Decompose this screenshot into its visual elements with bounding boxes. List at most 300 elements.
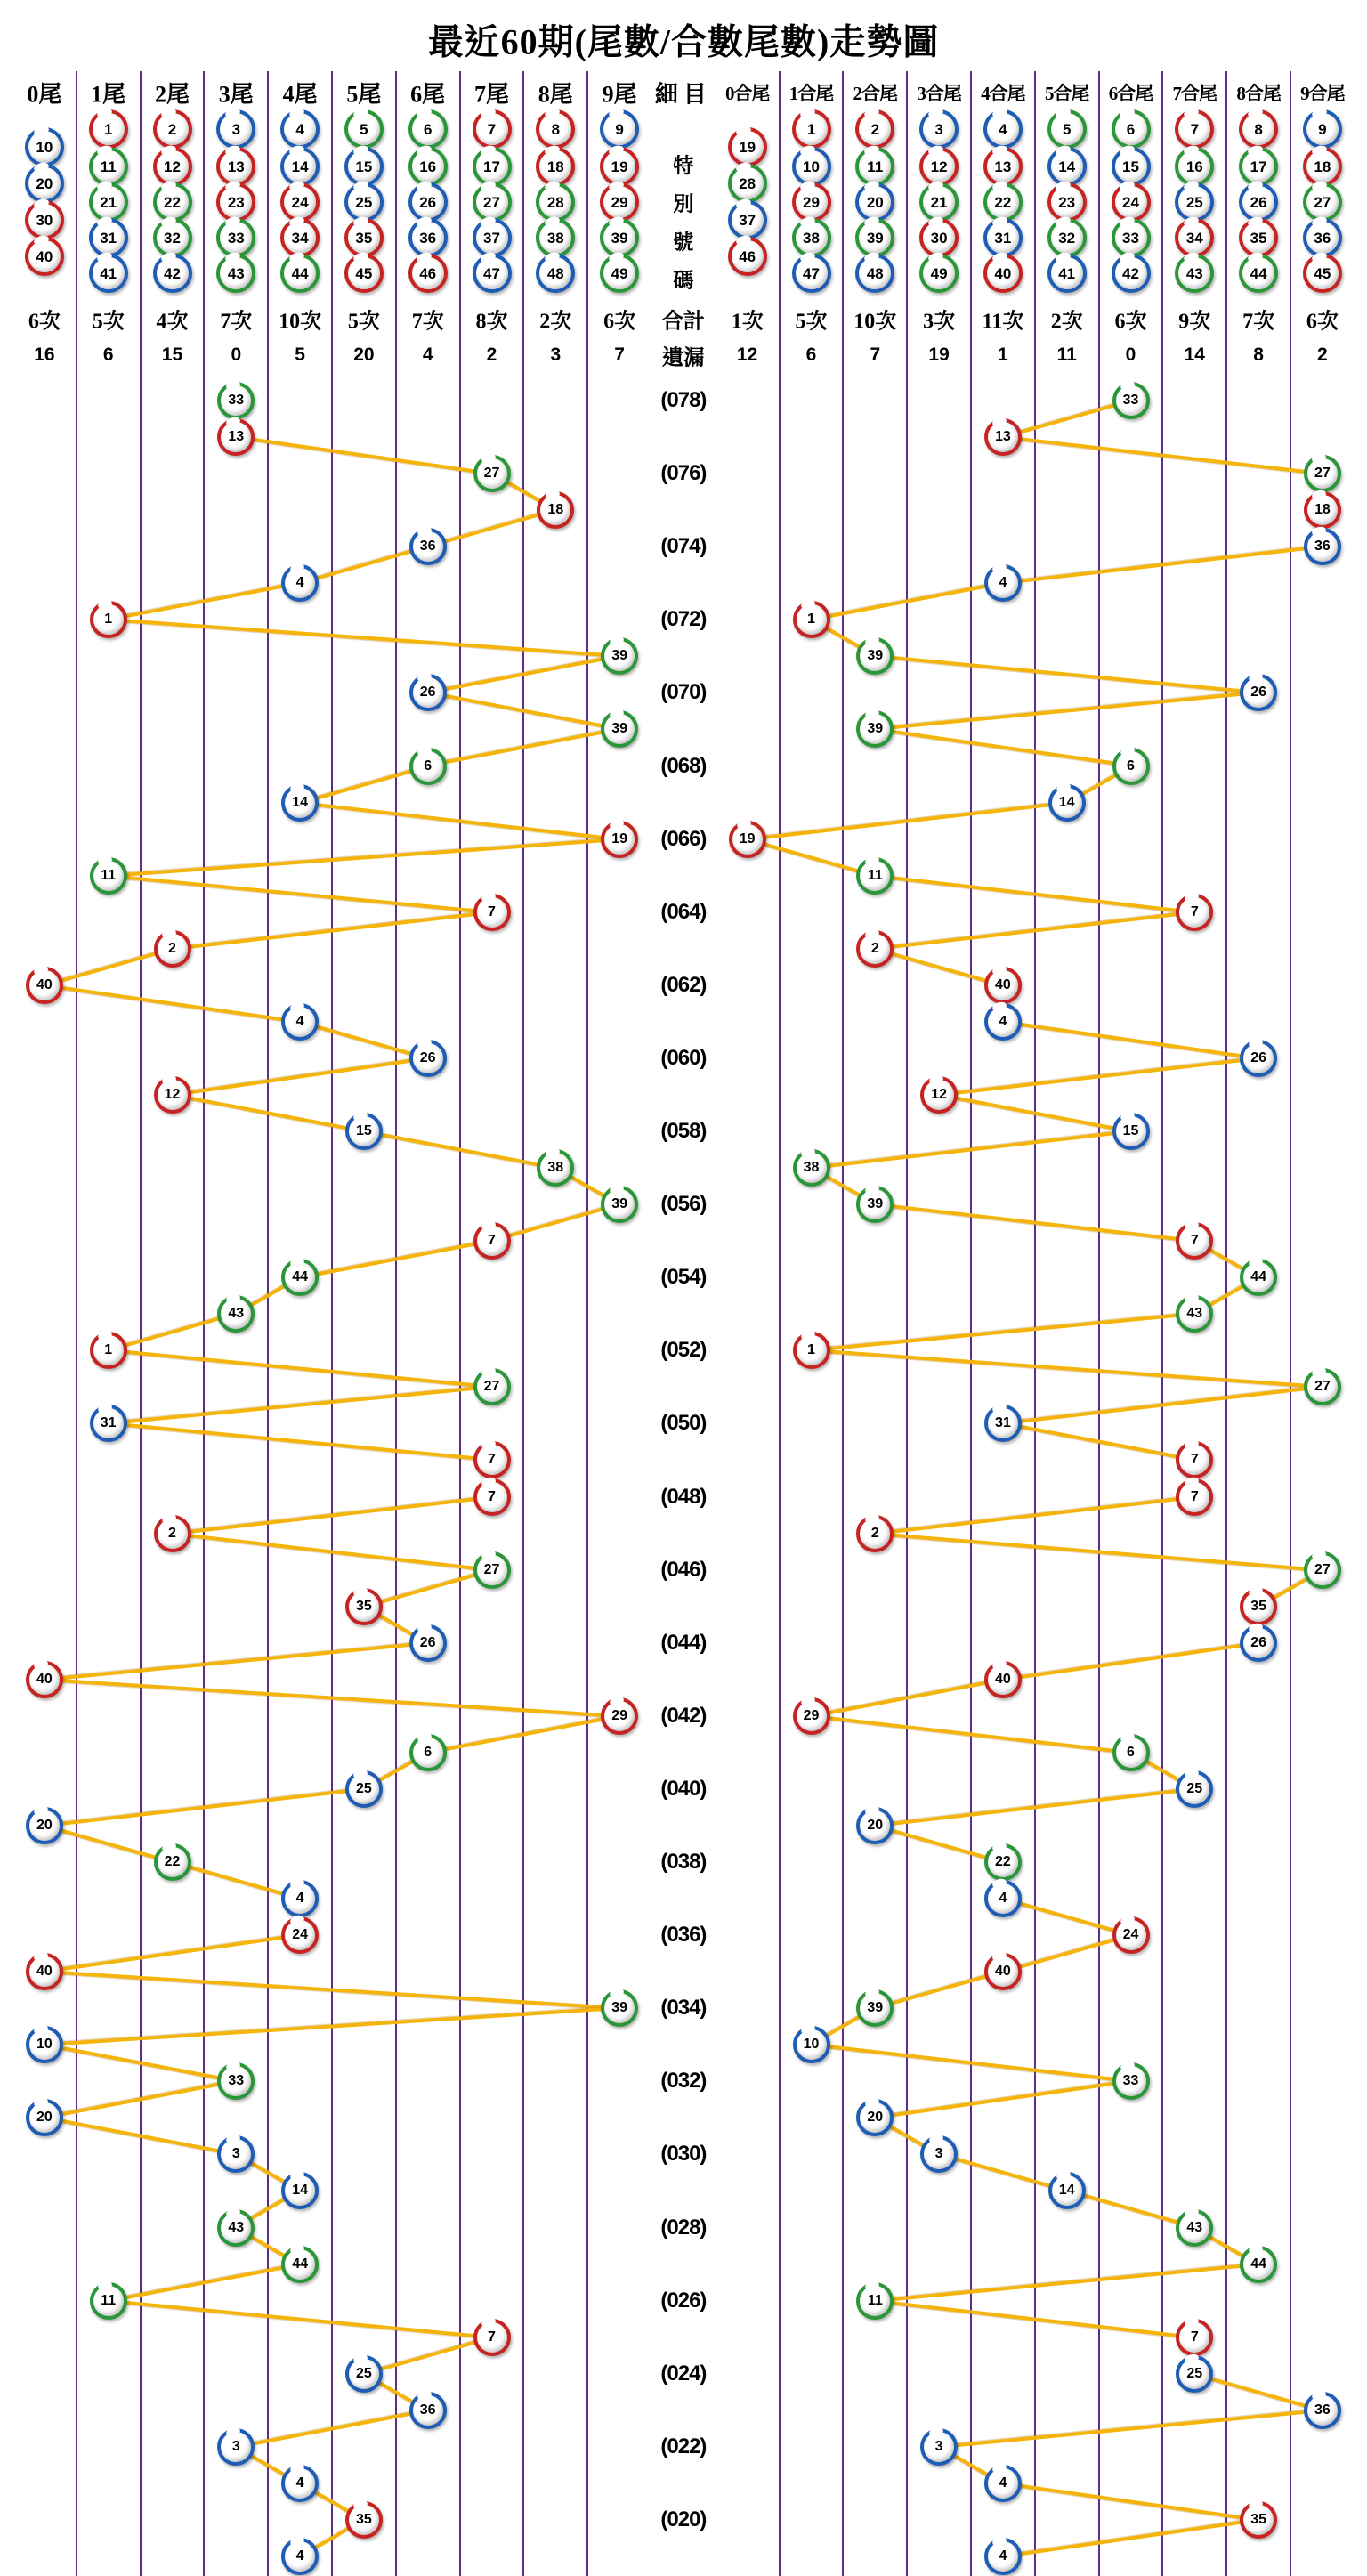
chart-ball-left: 40 [26,967,63,1004]
header-ball: 39 [855,218,894,257]
chart-ball-left: 39 [601,1186,638,1223]
column-header-tail-7: 7尾 [473,81,510,108]
header-ball: 25 [344,182,384,222]
header-ball: 5 [1047,109,1087,149]
miss-cell-sumtail-0: 12 [737,344,758,365]
period-label: (078) [660,388,707,412]
chart-ball-right: 27 [1304,1551,1341,1589]
miss-cell-sumtail-3: 19 [928,344,950,365]
header-ball: 16 [1175,147,1214,186]
count-cell-tail-1: 5次 [92,310,125,334]
column-header-sumtail-7: 7合尾 [1172,83,1217,104]
chart-ball-right: 1 [793,601,830,638]
count-cell-tail-7: 8次 [475,310,508,334]
chart-ball-right: 24 [1112,1916,1150,1954]
header-ball: 11 [855,147,894,186]
chart-ball-right: 11 [856,2282,894,2320]
chart-ball-right: 40 [984,967,1022,1004]
header-ball: 22 [983,182,1023,222]
header-ball: 11 [89,147,128,186]
chart-ball-right: 15 [1112,1113,1150,1150]
column-header-tail-3: 3尾 [218,81,254,108]
chart-ball-right: 18 [1304,491,1341,529]
header-ball: 13 [216,147,255,186]
chart-ball-left: 10 [26,2026,63,2063]
period-label: (058) [660,1119,707,1143]
miss-cell-sumtail-4: 1 [998,344,1008,365]
header-ball: 29 [600,182,639,222]
chart-ball-right: 4 [984,564,1022,602]
header-ball: 12 [153,147,192,186]
period-label: (022) [660,2434,707,2459]
header-ball: 5 [344,109,384,149]
miss-cell-sumtail-6: 0 [1125,344,1136,365]
chart-ball-left: 27 [473,1551,511,1589]
period-label: (072) [660,607,707,632]
header-ball: 20 [855,182,894,222]
chart-ball-left: 7 [473,894,511,931]
header-ball: 15 [1112,147,1151,186]
column-header-tail-0: 0尾 [27,81,62,108]
chart-ball-left: 11 [90,857,127,895]
period-label: (036) [660,1923,707,1948]
miss-cell-sumtail-2: 7 [870,344,881,365]
miss-cell-sumtail-1: 6 [805,344,817,365]
period-label: (020) [660,2507,707,2531]
header-ball: 32 [153,218,192,257]
chart-ball-left: 33 [217,382,255,419]
header-ball: 40 [25,237,64,276]
column-divider [140,71,142,2576]
miss-cell-sumtail-8: 8 [1253,344,1264,365]
count-cell-sumtail-6: 6次 [1114,310,1147,334]
miss-cell-tail-9: 7 [614,344,625,365]
period-label: (068) [660,753,707,778]
chart-ball-right: 3 [920,2135,958,2173]
chart-ball-left: 43 [217,2209,255,2247]
column-divider [76,71,77,2576]
chart-ball-left: 2 [154,930,191,968]
miss-cell-sumtail-7: 14 [1184,344,1205,365]
chart-ball-left: 1 [90,1332,127,1369]
chart-ball-left: 31 [90,1405,127,1442]
header-ball: 28 [536,182,575,222]
chart-ball-right: 35 [1240,1588,1277,1625]
header-ball: 20 [25,164,64,203]
count-cell-tail-6: 7次 [411,310,444,334]
header-ball: 27 [473,182,512,222]
column-header-detail: 細目 [654,81,712,108]
chart-ball-left: 7 [473,2319,511,2356]
chart-ball-left: 39 [601,1989,638,2027]
header-ball: 9 [600,109,639,149]
chart-ball-right: 2 [856,930,894,968]
chart-ball-right: 14 [1048,2172,1086,2209]
chart-ball-left: 3 [217,2428,255,2466]
header-ball: 14 [280,147,320,186]
header-ball: 45 [1303,254,1342,293]
trend-line-right [875,2079,1131,2119]
header-ball: 43 [1175,254,1214,293]
chart-ball-left: 7 [473,1441,511,1478]
chart-ball-right: 7 [1176,1222,1213,1260]
header-ball: 17 [473,147,512,186]
column-header-sumtail-5: 5合尾 [1044,83,1089,104]
header-ball: 27 [1303,182,1342,222]
chart-ball-left: 36 [409,2392,447,2429]
chart-ball-left: 18 [537,491,574,529]
header-ball: 4 [280,109,320,149]
column-header-tail-8: 8尾 [538,81,573,108]
column-divider [779,71,781,2576]
header-ball: 19 [600,147,639,186]
header-ball: 35 [1239,218,1278,257]
chart-ball-left: 27 [473,1368,511,1405]
header-ball: 19 [728,127,767,166]
column-divider [331,71,333,2576]
chart-ball-left: 1 [90,601,127,638]
chart-ball-left: 27 [473,455,511,492]
chart-ball-left: 20 [26,2099,63,2136]
chart-ball-right: 3 [920,2428,958,2466]
chart-ball-right: 43 [1176,1295,1213,1333]
chart-ball-right: 6 [1112,1734,1150,1771]
chart-ball-left: 39 [601,637,638,675]
chart-ball-right: 39 [856,1186,894,1223]
miss-cell-tail-2: 15 [161,344,183,365]
chart-ball-left: 39 [601,710,638,748]
chart-ball-left: 40 [26,1661,63,1698]
page-title: 最近60期(尾數/合數尾數)走勢圖 [427,21,940,62]
chart-ball-right: 14 [1048,784,1086,822]
miss-label: 遺漏 [661,346,705,370]
miss-cell-tail-0: 16 [34,344,55,365]
header-ball: 36 [408,218,448,257]
count-cell-sumtail-0: 1次 [731,310,764,334]
header-ball: 6 [408,109,448,149]
header-ball: 2 [855,109,894,149]
period-label: (024) [660,2361,707,2386]
header-ball: 41 [89,254,128,293]
header-ball: 22 [153,182,192,222]
chart-ball-right: 11 [856,857,894,895]
chart-ball-left: 15 [345,1113,383,1150]
chart-ball-right: 10 [793,2026,830,2063]
chart-ball-right: 7 [1176,894,1213,931]
miss-cell-sumtail-5: 11 [1056,344,1077,365]
chart-ball-right: 43 [1176,2209,1213,2247]
chart-ball-right: 44 [1240,2246,1277,2283]
miss-cell-tail-8: 3 [550,344,562,365]
header-ball: 26 [1239,182,1278,222]
trend-line-left [108,874,491,914]
period-label: (062) [660,972,707,997]
header-ball: 8 [1239,109,1278,149]
miss-cell-tail-3: 0 [231,344,242,365]
header-ball: 8 [536,109,575,149]
chart-ball-left: 11 [90,2282,127,2320]
header-ball: 42 [153,254,192,293]
chart-ball-right: 6 [1112,748,1150,785]
count-cell-tail-8: 2次 [539,310,572,334]
trend-line-right [1003,1020,1259,1060]
column-header-tail-4: 4尾 [282,81,318,108]
chart-ball-left: 25 [345,1770,383,1808]
column-header-sumtail-6: 6合尾 [1108,83,1153,104]
header-ball: 3 [919,109,959,149]
chart-ball-left: 14 [281,2172,319,2209]
chart-ball-right: 4 [984,1003,1022,1041]
chart-ball-left: 43 [217,1295,255,1333]
column-header-sumtail-1: 1合尾 [789,83,834,104]
header-ball: 18 [536,147,575,186]
chart-ball-right: 20 [856,2099,894,2136]
header-ball: 1 [792,109,831,149]
header-ball: 13 [983,147,1023,186]
chart-ball-right: 7 [1176,1478,1213,1516]
period-label: (066) [660,826,707,851]
count-cell-sumtail-3: 3次 [923,310,956,334]
header-ball: 30 [25,200,64,239]
chart-ball-right: 35 [1240,2501,1277,2539]
header-ball: 38 [792,218,831,257]
chart-ball-left: 44 [281,2246,319,2283]
header-ball: 44 [280,254,320,293]
trend-line-right [875,2263,1258,2303]
header-ball: 17 [1239,147,1278,186]
chart-ball-right: 31 [984,1405,1022,1442]
header-ball: 23 [1047,182,1087,222]
trend-line-left [172,1057,428,1097]
trend-line-left [109,838,620,878]
chart-ball-right: 1 [793,1332,830,1369]
miss-cell-tail-1: 6 [102,344,114,365]
chart-ball-right: 4 [984,1880,1022,1917]
header-ball: 45 [344,254,384,293]
trend-line-right [811,1312,1194,1352]
column-divider [395,71,397,2576]
chart-ball-left: 4 [281,1880,319,1917]
count-cell-sumtail-1: 5次 [795,310,828,334]
chart-ball-right: 27 [1304,1368,1341,1405]
trend-line-left [236,435,492,475]
chart-ball-right: 26 [1240,1624,1277,1662]
special-number-label-char: 特 [673,154,694,177]
header-ball: 10 [792,147,831,186]
count-cell-sumtail-7: 9次 [1178,310,1211,334]
count-cell-tail-3: 7次 [220,310,253,334]
header-ball: 29 [792,182,831,222]
header-ball: 35 [344,218,384,257]
header-ball: 34 [280,218,320,257]
column-header-sumtail-3: 3合尾 [917,83,961,104]
chart-ball-left: 4 [281,2465,319,2502]
column-header-sumtail-9: 9合尾 [1300,83,1345,104]
chart-ball-right: 25 [1176,1770,1213,1808]
header-ball: 48 [855,254,894,293]
chart-ball-left: 25 [345,2355,383,2393]
chart-ball-right: 7 [1176,1441,1213,1478]
header-ball: 21 [919,182,959,222]
header-ball: 16 [408,147,448,186]
miss-cell-tail-5: 20 [353,344,375,365]
header-ball: 33 [216,218,255,257]
header-ball: 32 [1047,218,1087,257]
trend-line-right [1003,2482,1259,2522]
trend-line-right [875,727,1131,767]
chart-ball-left: 2 [154,1515,191,1552]
period-label: (076) [660,461,707,486]
chart-ball-right: 39 [856,710,894,748]
header-ball: 14 [1047,147,1087,186]
chart-ball-right: 4 [984,2538,1022,2575]
trend-line-left [108,1349,491,1389]
trend-line-left [44,1641,428,1681]
chart-ball-right: 44 [1240,1259,1277,1296]
header-ball: 47 [473,254,512,293]
chart-ball-right: 13 [984,418,1022,456]
trend-line-left [109,1385,492,1425]
period-label: (052) [660,1338,707,1363]
header-ball: 24 [280,182,320,222]
header-ball: 24 [1112,182,1151,222]
chart-ball-right: 20 [856,1807,894,1844]
trend-line-right [1003,2518,1259,2558]
trend-line-right [811,1349,1323,1389]
column-header-tail-6: 6尾 [410,81,446,108]
header-ball: 26 [408,182,448,222]
count-cell-sumtail-8: 7次 [1242,310,1275,334]
header-ball: 37 [728,200,767,239]
column-divider [459,71,461,2576]
header-ball: 28 [728,164,767,203]
count-cell-tail-5: 5次 [347,310,380,334]
chart-ball-right: 4 [984,2465,1022,2502]
chart-ball-left: 36 [409,528,447,565]
header-ball: 42 [1112,254,1151,293]
chart-ball-left: 14 [281,784,319,822]
chart-ball-left: 19 [601,821,638,858]
column-header-tail-5: 5尾 [346,81,382,108]
trend-line-right [1003,1641,1259,1681]
header-ball: 48 [536,254,575,293]
chart-ball-right: 12 [920,1076,958,1114]
column-header-sumtail-4: 4合尾 [981,83,1025,104]
header-ball: 9 [1303,109,1342,149]
chart-ball-left: 6 [409,748,447,785]
trend-line-left [44,984,301,1024]
header-ball: 7 [1175,109,1214,149]
header-ball: 40 [983,254,1023,293]
header-ball: 49 [919,254,959,293]
column-divider [970,71,972,2576]
count-cell-sumtail-2: 10次 [853,310,897,334]
period-label: (050) [660,1411,707,1436]
header-ball: 21 [89,182,128,222]
header-ball: 36 [1303,218,1342,257]
header-ball: 12 [919,147,959,186]
trend-line-right [875,691,1258,731]
column-divider [267,71,269,2576]
period-label: (048) [660,1484,707,1509]
period-label: (044) [660,1630,707,1655]
chart-ball-left: 4 [281,2538,319,2575]
trend-line-left [44,1933,301,1973]
chart-ball-left: 13 [217,418,255,456]
header-ball: 44 [1239,254,1278,293]
count-cell-tail-0: 6次 [28,310,61,334]
column-header-sumtail-8: 8合尾 [1236,83,1281,104]
chart-ball-left: 3 [217,2135,255,2173]
chart-ball-right: 27 [1304,455,1341,492]
chart-ball-left: 26 [409,674,447,711]
header-ball: 39 [600,218,639,257]
header-ball: 43 [216,254,255,293]
period-label: (032) [660,2069,707,2094]
special-number-label-char: 別 [673,192,694,215]
chart-ball-right: 26 [1240,1040,1277,1077]
period-label: (034) [660,1996,707,2021]
chart-ball-right: 29 [793,1697,830,1735]
chart-ball-left: 6 [409,1734,447,1771]
header-ball: 18 [1303,147,1342,186]
column-header-sumtail-0: 0合尾 [724,83,770,104]
header-ball: 37 [473,218,512,257]
chart-ball-left: 20 [26,1807,63,1844]
miss-cell-sumtail-9: 2 [1317,344,1328,365]
chart-ball-left: 7 [473,1222,511,1260]
chart-ball-right: 33 [1112,382,1150,419]
header-ball: 46 [728,237,767,276]
header-ball: 6 [1112,109,1151,149]
column-header-tail-2: 2尾 [154,81,190,108]
header-ball: 30 [919,218,959,257]
count-cell-sumtail-5: 2次 [1050,310,1083,334]
chart-ball-right: 2 [856,1515,894,1552]
chart-ball-right: 39 [856,1989,894,2027]
header-ball: 49 [600,254,639,293]
count-cell-tail-9: 6次 [603,310,636,334]
chart-ball-left: 26 [409,1040,447,1077]
special-number-label-char: 號 [673,231,694,254]
chart-ball-left: 12 [154,1076,191,1114]
header-ball: 31 [89,218,128,257]
chart-ball-right: 36 [1304,2392,1341,2429]
chart-ball-left: 35 [345,2501,383,2539]
special-number-label-char: 碼 [673,269,694,292]
header-ball: 33 [1112,218,1151,257]
chart-ball-right: 7 [1176,2319,1213,2356]
header-ball: 3 [216,109,255,149]
period-label: (042) [660,1703,707,1728]
trend-line-left [108,2299,491,2339]
period-label: (038) [660,1850,707,1874]
column-header-sumtail-2: 2合尾 [853,83,898,104]
header-ball: 34 [1175,218,1214,257]
header-ball: 25 [1175,182,1214,222]
count-cell-sumtail-4: 11次 [982,310,1024,334]
period-label: (064) [660,899,707,924]
chart-ball-right: 22 [984,1843,1022,1881]
header-ball: 2 [153,109,192,149]
period-label: (070) [660,680,707,705]
column-divider [1290,71,1291,2576]
chart-ball-right: 38 [793,1149,830,1187]
chart-ball-left: 7 [473,1478,511,1516]
header-ball: 4 [983,109,1023,149]
count-cell-tail-4: 10次 [279,310,322,334]
chart-ball-left: 29 [601,1697,638,1735]
